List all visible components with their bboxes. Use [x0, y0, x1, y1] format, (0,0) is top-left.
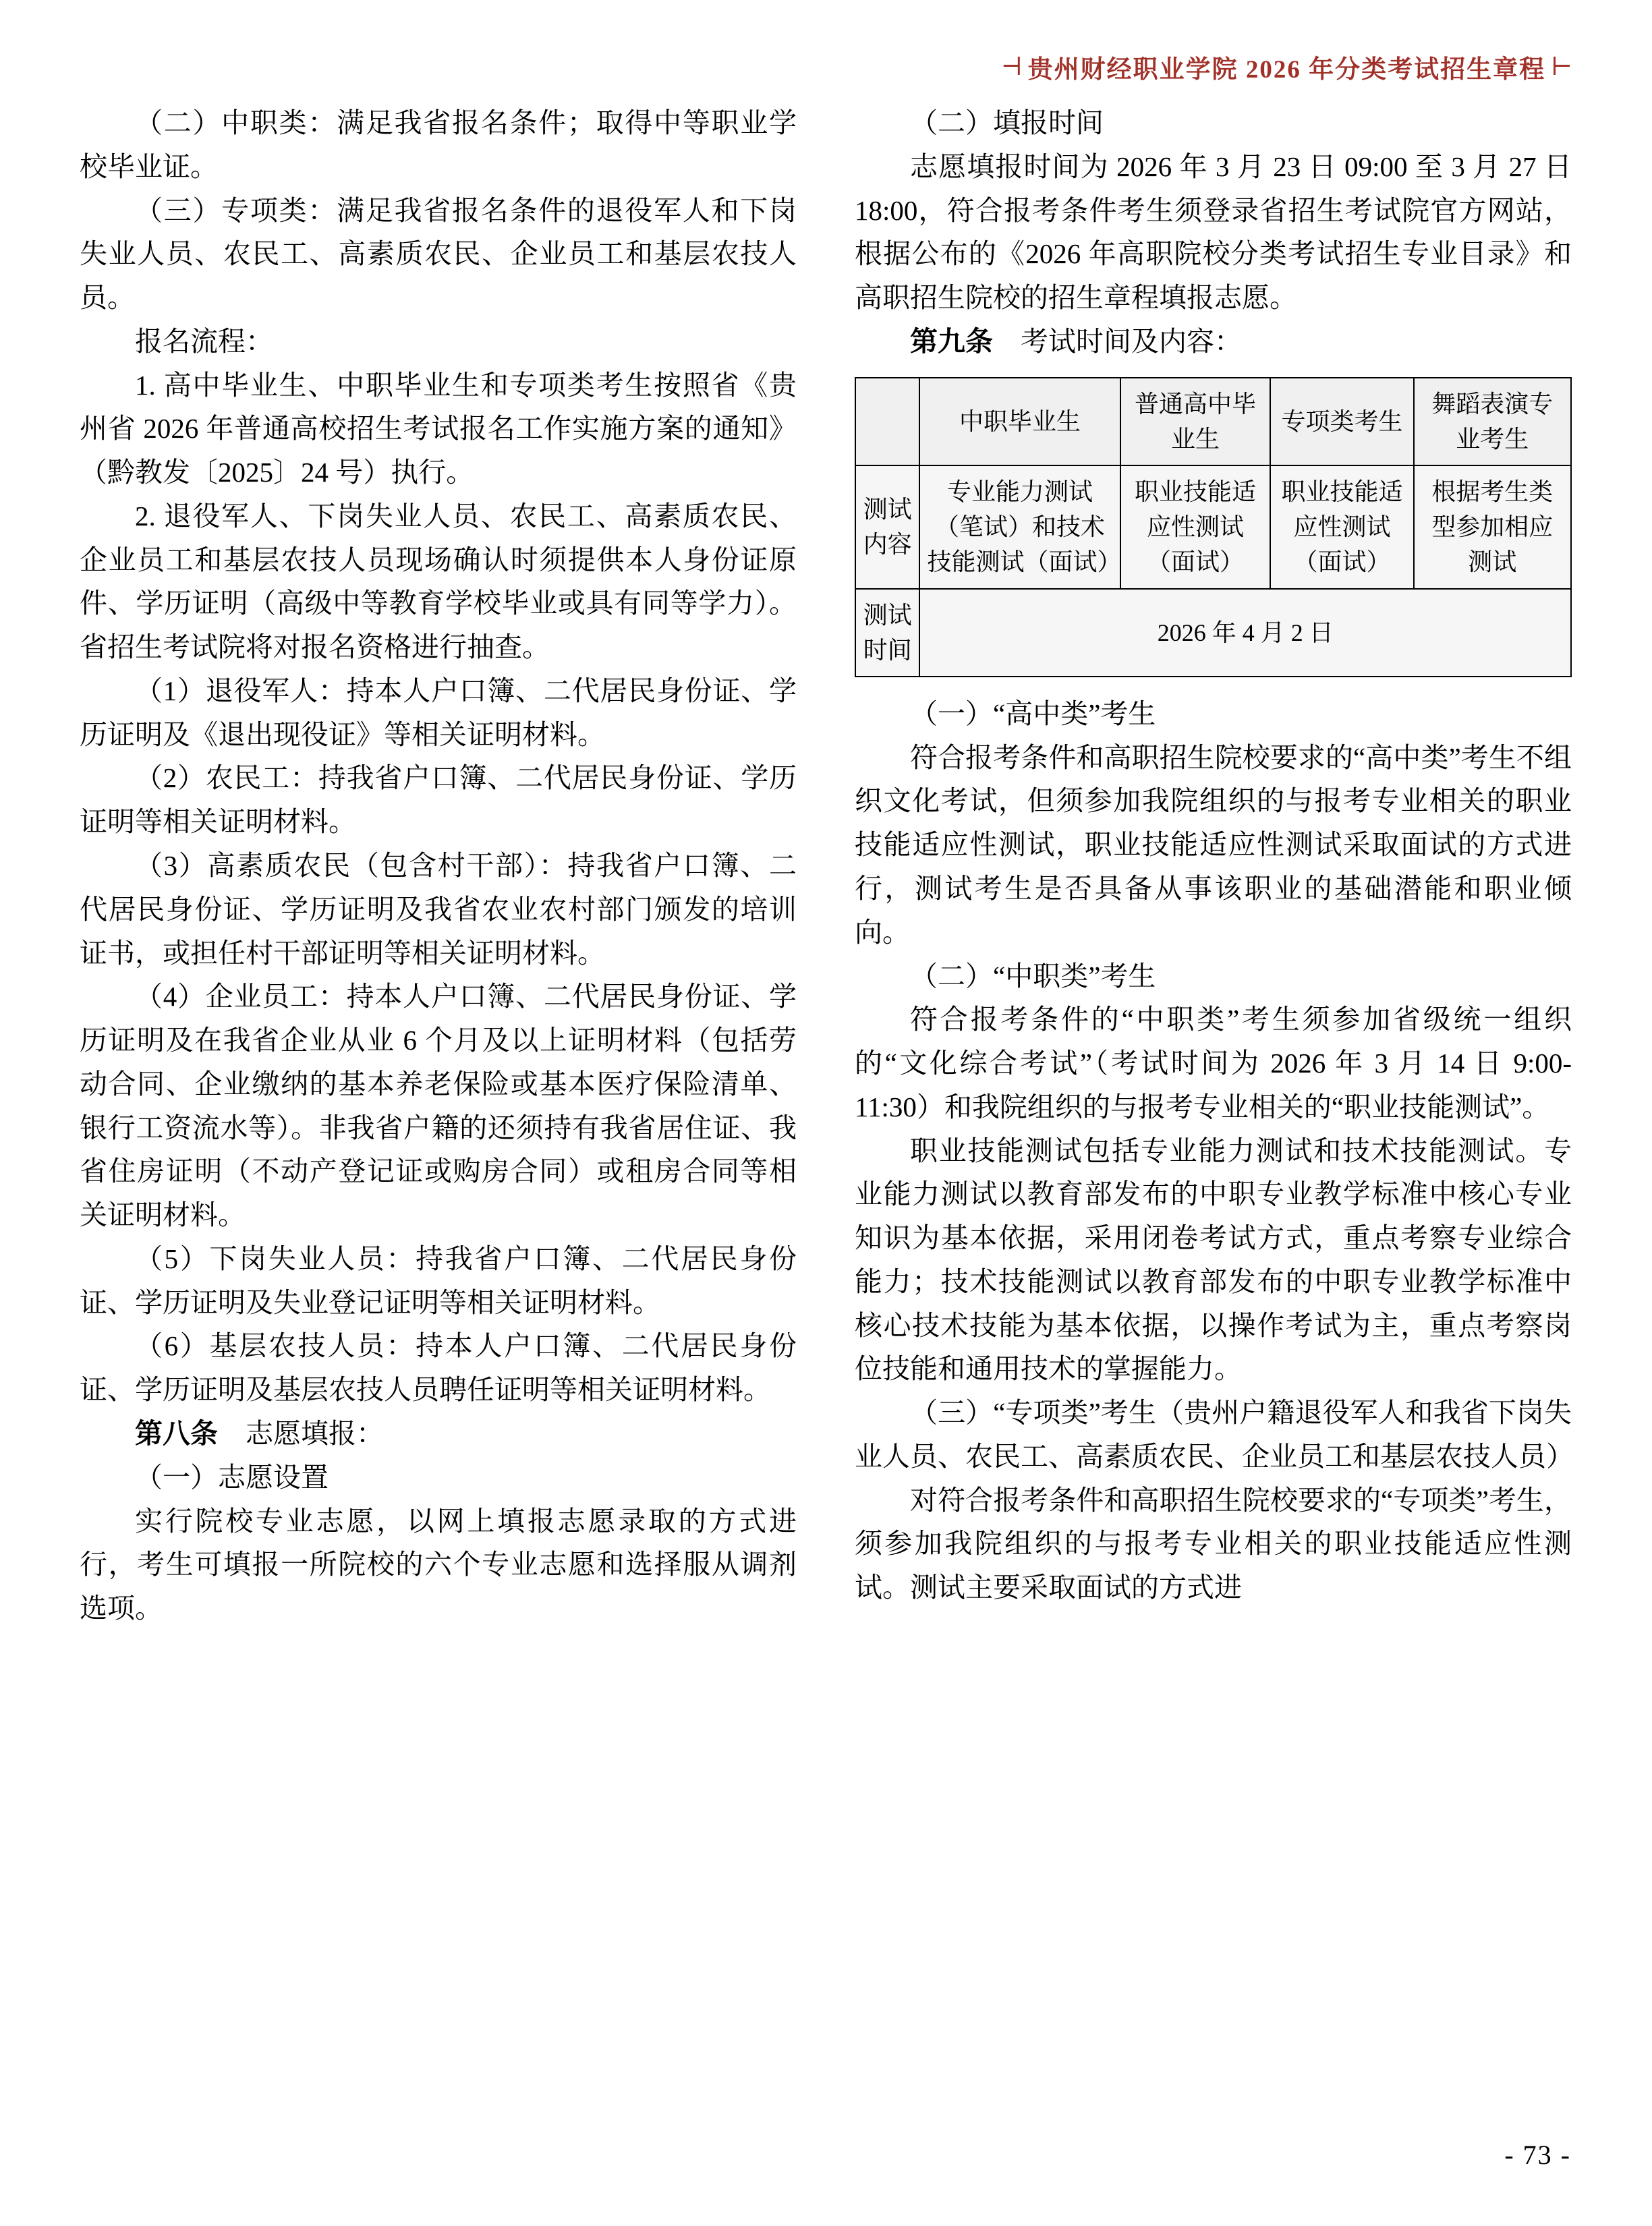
paragraph-text: （二）填报时间 [910, 107, 1104, 138]
paragraph [855, 954, 1572, 998]
paragraph [80, 364, 797, 494]
paragraph-text: （三）“专项类”考生（贵州户籍退役军人和我省下岗失业人员、农民工、高素质农民、企业员工和基层农技人员） [855, 1397, 1574, 1472]
paragraph [80, 320, 797, 364]
paragraph [80, 494, 797, 669]
paragraph-text: （2）农民工：持我省户口簿、二代居民身份证、学历证明等相关证明材料。 [80, 762, 797, 838]
table-header-gaozhong: 普通高中毕业生 [1120, 378, 1271, 465]
paragraph-text: （三）专项类：满足我省报名条件的退役军人和下岗失业人员、农民工、高素质农民、企业员工和基层农技人员。 [80, 194, 797, 314]
cell-test-date: 2026 年 4 月 2 日 [919, 589, 1571, 677]
paragraph-article-8 [80, 1412, 797, 1456]
paragraph [855, 101, 1572, 145]
paragraph-text: 符合报考条件和高职招生院校要求的“高中类”考生不组织文化考试，但须参加我院组织的与报考专业相关的职业技能适应性测试，职业技能适应性测试采取面试的方式进行，测试考生是否具备从事该职业的基础潜能和职业倾向。 [855, 741, 1572, 948]
paragraph-text: （6）基层农技人员：持本人户口簿、二代居民身份证、学历证明及基层农技人员聘任证明等相关证明材料。 [80, 1330, 797, 1406]
paragraph-text: 符合报考条件的“中职类”考生须参加省级统一组织的“文化综合考试”（考试时间为 2026 年 3 月 14 日 9:00-11:30）和我院组织的与报考专业相关的“职业技能测试”。 [855, 1004, 1572, 1122]
paragraph-text: 实行院校专业志愿，以网上填报志愿录取的方式进行，考生可填报一所院校的六个专业志愿和选择服从调剂选项。 [80, 1505, 797, 1624]
paragraph-text: 报名流程： [135, 325, 273, 357]
paragraph [80, 756, 797, 844]
header-rule-left-icon: ⊣ [1000, 53, 1023, 81]
table-header-zhongzhi: 中职毕业生 [919, 378, 1120, 465]
paragraph-text: （二）中职类：满足我省报名条件；取得中等职业学校毕业证。 [80, 107, 797, 182]
page-content [80, 101, 1572, 1630]
table-row-time [855, 589, 1571, 677]
paragraph [855, 692, 1572, 736]
paragraph [80, 1324, 797, 1412]
right-column [855, 101, 1572, 1630]
paragraph [80, 101, 797, 189]
page-header [1001, 49, 1572, 85]
cell-wudao-test: 根据考生类型参加相应测试 [1414, 465, 1571, 589]
article-number: 第九条 [910, 325, 993, 357]
paragraph-text: 志愿填报时间为 2026 年 3 月 23 日 09:00 至 3 月 27 日 18:00，符合报考条件考生须登录省招生考试院官方网站，根据公布的《2026 年高职院校分类考试招生专业目录》和高职招生院校的招生章程填报志愿。 [855, 150, 1572, 314]
table-row-content [855, 465, 1571, 589]
header-rule-right-icon: ⊢ [1551, 53, 1572, 81]
paragraph [80, 189, 797, 320]
paragraph [80, 1456, 797, 1500]
exam-schedule-table [855, 377, 1572, 677]
paragraph-text: （1）退役军人：持本人户口簿、二代居民身份证、学历证明及《退出现役证》等相关证明材料。 [80, 675, 797, 750]
paragraph-text: 志愿填报： [218, 1417, 384, 1449]
paragraph-text: （5）下岗失业人员：持我省户口簿、二代居民身份证、学历证明及失业登记证明等相关证明材料。 [80, 1243, 797, 1318]
paragraph-text: 对符合报考条件和高职招生院校要求的“专项类”考生，须参加我院组织的与报考专业相关的职业技能适应性测试。测试主要采取面试的方式进 [855, 1484, 1572, 1603]
table-header-empty [855, 378, 919, 465]
paragraph-text: 1. 高中毕业生、中职毕业生和专项类考生按照省《贵州省 2026 年普通高校招生考试报名工作实施方案的通知》（黔教发〔2025〕24 号）执行。 [80, 369, 797, 488]
paragraph-text: （3）高素质农民（包含村干部）：持我省户口簿、二代居民身份证、学历证明及我省农业农村部门颁发的培训证书，或担任村干部证明等相关证明材料。 [80, 850, 797, 969]
article-number: 第八条 [135, 1417, 218, 1449]
cell-zhuanxiang-test: 职业技能适应性测试（面试） [1270, 465, 1413, 589]
cell-zhongzhi-test: 专业能力测试（笔试）和技术技能测试（面试） [919, 465, 1120, 589]
paragraph [80, 669, 797, 757]
left-column [80, 101, 797, 1630]
paragraph [855, 998, 1572, 1129]
paragraph-text: （4）企业员工：持本人户口簿、二代居民身份证、学历证明及在我省企业从业 6 个月及以上证明材料（包括劳动合同、企业缴纳的基本养老保险或基本医疗保险清单、银行工资流水等）。非我省户籍的还须持有我省居住证、我省住房证明（不动产登记证或购房合同）或租房合同等相关证明材料。 [80, 981, 797, 1231]
paragraph [855, 1129, 1572, 1392]
row-label-test-time: 测试时间 [855, 589, 919, 677]
paragraph-text: （一）志愿设置 [135, 1461, 329, 1493]
table-header-row [855, 378, 1571, 465]
paragraph [855, 1479, 1572, 1609]
paragraph-text: 职业技能测试包括专业能力测试和技术技能测试。专业能力测试以教育部发布的中职专业教学标准中核心专业知识为基本依据，采用闭卷考试方式，重点考察专业综合能力；技术技能测试以教育部发布的中职专业教学标准中核心技术技能为基本依据，以操作考试为主，重点考察岗位技能和通用技术的掌握能力。 [855, 1135, 1572, 1385]
row-label-test-content: 测试内容 [855, 465, 919, 589]
paragraph-text: 考试时间及内容： [993, 325, 1242, 357]
paragraph-article-9 [855, 320, 1572, 364]
paragraph [80, 1500, 797, 1630]
paragraph [80, 1237, 797, 1325]
paragraph [855, 1391, 1572, 1479]
page-number: - 73 - [1504, 2140, 1571, 2170]
paragraph-text: 2. 退役军人、下岗失业人员、农民工、高素质农民、企业员工和基层农技人员现场确认时须提供本人身份证原件、学历证明（高级中等教育学校毕业或具有同等学力）。省招生考试院将对报名资格进行抽查。 [80, 500, 797, 663]
page-header-title: 贵州财经职业学院 2026 年分类考试招生章程 [1027, 56, 1546, 84]
cell-gaozhong-test: 职业技能适应性测试（面试） [1120, 465, 1271, 589]
paragraph-text: （一）“高中类”考生 [910, 697, 1156, 729]
table-header-wudao: 舞蹈表演专业考生 [1414, 378, 1571, 465]
paragraph [80, 975, 797, 1237]
paragraph [80, 844, 797, 975]
paragraph [855, 145, 1572, 320]
paragraph-text: （二）“中职类”考生 [910, 960, 1156, 992]
paragraph [855, 736, 1572, 954]
table-header-zhuanxiang: 专项类考生 [1270, 378, 1413, 465]
